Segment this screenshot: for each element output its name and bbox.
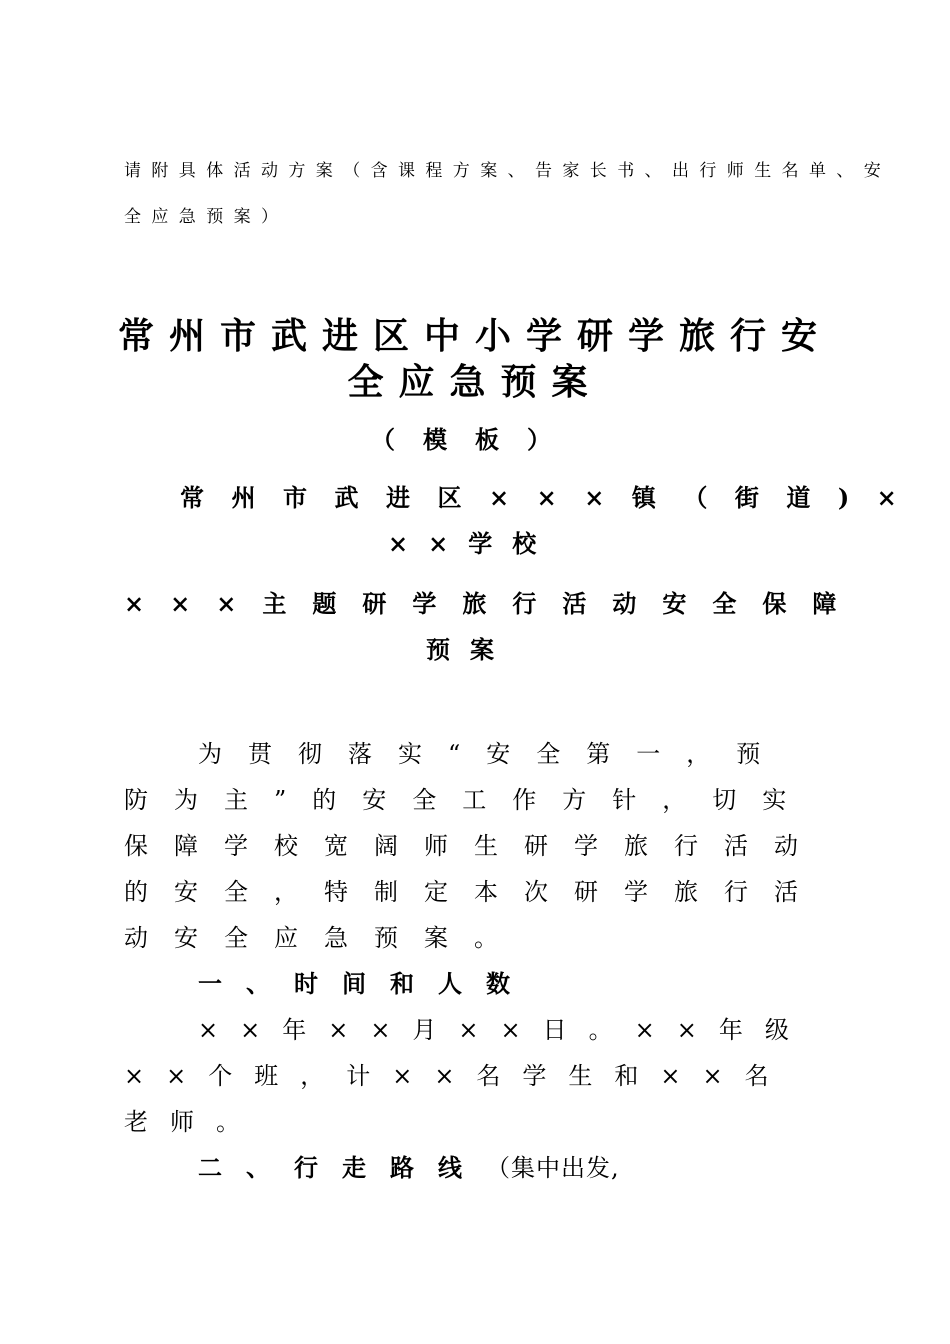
- school-name-line-1: 常州市武进区×××镇（街道)×: [180, 483, 925, 512]
- section-1-line-3: 老师。: [124, 1108, 262, 1136]
- intro-line-3: 保障学校宽阔师生研学旅行活动: [124, 832, 824, 860]
- section-2-heading: 二、行走路线: [198, 1153, 486, 1182]
- attachment-note-line-1: 请附具体活动方案（含课程方案、告家长书、出行师生名单、安: [124, 161, 892, 181]
- section-1-line-2: ××个班，计××名学生和××名: [124, 1062, 791, 1090]
- section-1-line-1: ××年××月××日。××年级: [198, 1016, 811, 1044]
- intro-line-5: 动安全应急预案。: [124, 924, 524, 952]
- document-title-line-1: 常州市武进区中小学研学旅行安: [117, 315, 832, 357]
- theme-title-line-2: 预案: [426, 635, 514, 664]
- section-2-note: （集中出发,: [486, 1154, 620, 1182]
- template-subtitle: （模板）: [371, 425, 579, 454]
- intro-line-4: 的安全，特制定本次研学旅行活: [124, 878, 824, 906]
- section-1-heading: 一、时间和人数: [198, 969, 534, 998]
- document-title-line-2: 全应急预案: [347, 361, 603, 403]
- theme-title-line-1: ×××主题研学旅行活动安全保障: [124, 589, 863, 618]
- intro-line-2: 防为主”的安全工作方针，切实: [124, 786, 813, 814]
- intro-line-1: 为贯彻落实“安全第一，预: [198, 740, 787, 768]
- school-name-line-2: ××学校: [388, 529, 557, 558]
- attachment-note-line-2: 全应急预案）: [124, 207, 289, 227]
- section-2-heading-row: [198, 1148, 620, 1183]
